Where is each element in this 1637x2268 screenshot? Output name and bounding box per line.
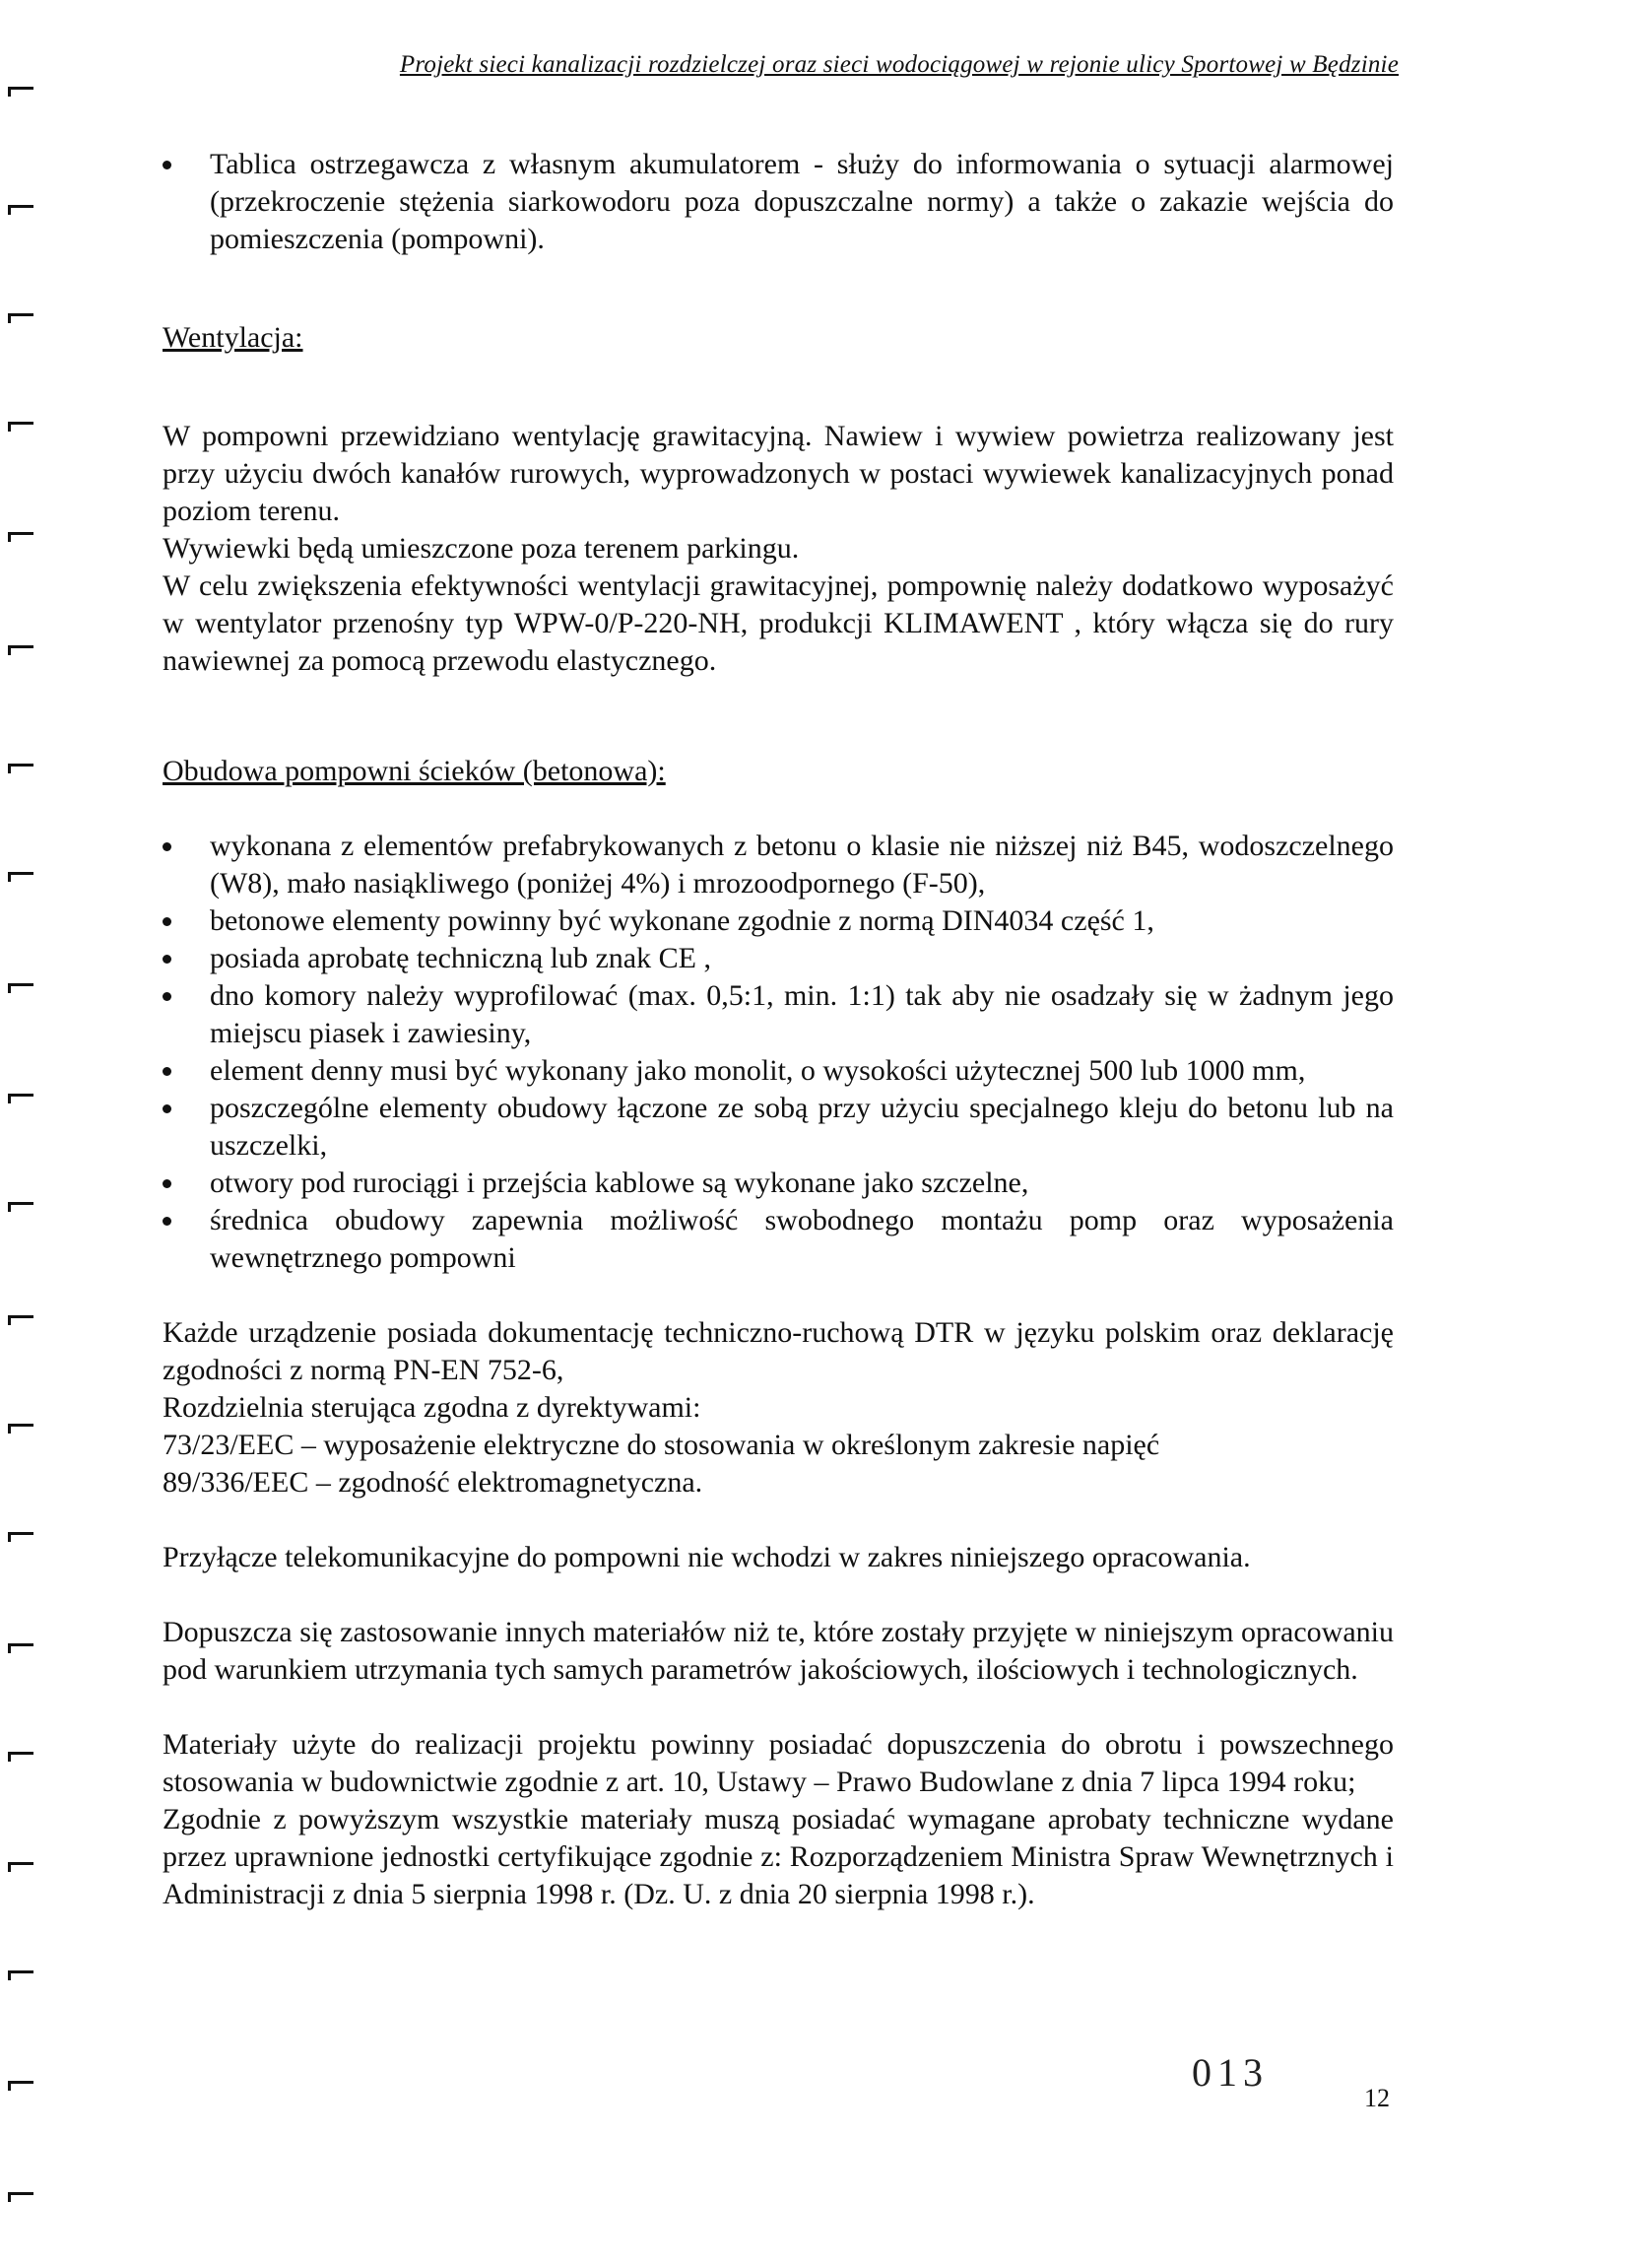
binding-mark bbox=[8, 313, 33, 316]
dtr-line: Rozdzielnia sterująca zgodna z dyrektywami: bbox=[163, 1391, 701, 1424]
document-header: Projekt sieci kanalizacji rozdzielczej oraz sieci wodociągowej w rejonie ulicy Sportowej w Będzinie bbox=[399, 51, 1399, 78]
bullet-icon bbox=[163, 161, 171, 169]
list-item: betonowe elementy powinny być wykonane zgodnie z normą DIN4034 część 1, bbox=[163, 902, 1394, 940]
page-number: 12 bbox=[1364, 2084, 1390, 2112]
ventilation-paragraph: W celu zwiększenia efektywności wentylacji grawitacyjnej, pompownię należy dodatkowo wyposażyć w wentylator przenośny typ WPW-0/P-220-NH, produkcji KLIMAWENT , który włącza się do rury nawiewnej za pomocą przewodu elastycznego. bbox=[163, 569, 1394, 677]
binding-mark bbox=[8, 2081, 33, 2084]
binding-mark bbox=[8, 1643, 33, 1646]
binding-mark bbox=[8, 87, 33, 90]
page-body bbox=[163, 146, 1394, 1913]
section-heading-ventilation: Wentylacja: bbox=[163, 321, 303, 354]
list-item: wykonana z elementów prefabrykowanych z betonu o klasie nie niższej niż B45, wodoszczelnego (W8), mało nasiąkliwego (poniżej 4%) i mrozoodpornego (F-50), bbox=[163, 828, 1394, 902]
list-item: Tablica ostrzegawcza z własnym akumulatorem - służy do informowania o sytuacji alarmowej (przekroczenie stężenia siarkowodoru poza dopuszczalne normy) a także o zakazie wejścia do pomieszczenia (pompowni). bbox=[163, 146, 1394, 258]
ventilation-paragraph: W pompowni przewidziano wentylację grawitacyjną. Nawiew i wywiew powietrza realizowany jest przy użyciu dwóch kanałów rurowych, wyprowadzonych w postaci wywiewek kanalizacyjnych ponad poziom terenu. bbox=[163, 420, 1394, 527]
bullet-icon bbox=[163, 992, 171, 1001]
archive-stamp: 013 bbox=[1192, 2050, 1269, 2095]
binding-mark bbox=[8, 645, 33, 648]
binding-mark bbox=[8, 205, 33, 208]
bullet-icon bbox=[163, 1067, 171, 1076]
binding-mark bbox=[8, 983, 33, 986]
list-item: posiada aprobatę techniczną lub znak CE , bbox=[163, 940, 1394, 977]
list-item: element denny musi być wykonany jako monolit, o wysokości użytecznej 500 lub 1000 mm, bbox=[163, 1052, 1394, 1090]
bullet-icon bbox=[163, 1179, 171, 1188]
binding-mark bbox=[8, 1424, 33, 1427]
bullet-icon bbox=[163, 955, 171, 964]
binding-mark bbox=[8, 1094, 33, 1097]
substitutes-paragraph: Dopuszcza się zastosowanie innych materiałów niż te, które zostały przyjęte w niniejszym opracowaniu pod warunkiem utrzymania tych samych parametrów jakościowych, ilościowych i technologicznych. bbox=[163, 1616, 1394, 1686]
list-item: otwory pod rurociągi i przejścia kablowe są wykonane jako szczelne, bbox=[163, 1165, 1394, 1202]
dtr-line: 89/336/EEC – zgodność elektromagnetyczna. bbox=[163, 1466, 703, 1499]
list-item: poszczególne elementy obudowy łączone ze sobą przy użyciu specjalnego kleju do betonu lub na uszczelki, bbox=[163, 1090, 1394, 1165]
section-heading-housing: Obudowa pompowni ścieków (betonowa): bbox=[163, 755, 666, 787]
binding-mark bbox=[8, 872, 33, 875]
binding-mark bbox=[8, 532, 33, 535]
binding-mark bbox=[8, 2192, 33, 2195]
telecom-paragraph: Przyłącze telekomunikacyjne do pompowni nie wchodzi w zakres niniejszego opracowania. bbox=[163, 1541, 1251, 1573]
binding-mark bbox=[8, 1202, 33, 1205]
bullet-icon bbox=[163, 917, 171, 926]
dtr-line: 73/23/EEC – wyposażenie elektryczne do stosowania w określonym zakresie napięć bbox=[163, 1429, 1160, 1461]
ventilation-paragraph: Wywiewki będą umieszczone poza terenem parkingu. bbox=[163, 532, 800, 565]
bullet-icon bbox=[163, 842, 171, 851]
binding-mark bbox=[8, 1970, 33, 1973]
list-item: dno komory należy wyprofilować (max. 0,5:1, min. 1:1) tak aby nie osadzały się w żadnym jego miejscu piasek i zawiesiny, bbox=[163, 977, 1394, 1052]
binding-mark bbox=[8, 1532, 33, 1535]
intro-bullet-list bbox=[163, 146, 1394, 258]
dtr-paragraph: Każde urządzenie posiada dokumentację techniczno-ruchową DTR w języku polskim oraz deklarację zgodności z normą PN-EN 752-6, bbox=[163, 1316, 1394, 1386]
binding-mark bbox=[8, 1752, 33, 1755]
bullet-icon bbox=[163, 1104, 171, 1113]
binding-mark bbox=[8, 1315, 33, 1318]
materials-paragraph: Zgodnie z powyższym wszystkie materiały muszą posiadać wymagane aprobaty techniczne wydane przez uprawnione jednostki certyfikujące zgodnie z: Rozporządzeniem Ministra Spraw Wewnętrznych i Administracji z dnia 5 sierpnia 1998 r. (Dz. U. z dnia 20 sierpnia 1998 r.). bbox=[163, 1803, 1394, 1910]
binding-mark bbox=[8, 764, 33, 767]
housing-list bbox=[163, 828, 1394, 1277]
bullet-icon bbox=[163, 1217, 171, 1226]
materials-paragraph: Materiały użyte do realizacji projektu powinny posiadać dopuszczenia do obrotu i powszechnego stosowania w budownictwie zgodnie z art. 10, Ustawy – Prawo Budowlane z dnia 7 lipca 1994 roku; bbox=[163, 1728, 1394, 1798]
binding-mark bbox=[8, 422, 33, 425]
binding-marks bbox=[0, 0, 79, 2268]
binding-mark bbox=[8, 1862, 33, 1865]
list-item: średnica obudowy zapewnia możliwość swobodnego montażu pomp oraz wyposażenia wewnętrznego pompowni bbox=[163, 1202, 1394, 1277]
